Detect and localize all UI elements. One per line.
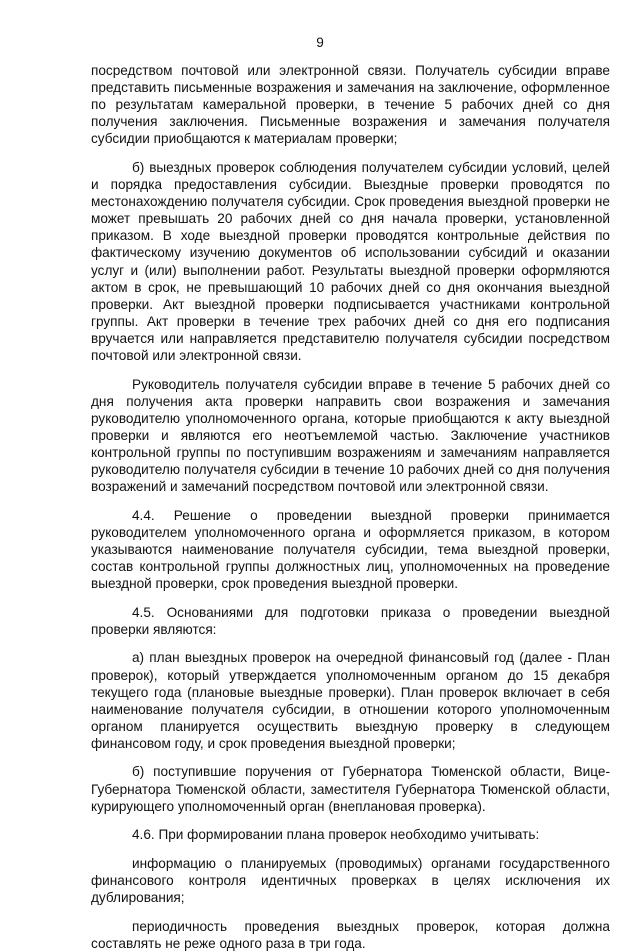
paragraph-4-4-inspection-decision: 4.4. Решение о проведении выездной проверки принимается руководителем уполномоченного органа и оформляется приказом, в котором указываются наименование получателя субсидии, тема выездной проверки, состав контрольной группы должностных лиц, уполномоченных на проведение выездной проверки, срок проведения выездной проверки. — [91, 507, 610, 592]
paragraph-recipient-objections: Руководитель получателя субсидии вправе в течение 5 рабочих дней со дня получения акта проверки направить свои возражения и замечания руководителю уполномоченного органа, которые приобщаются к акту выездной проверки и являются его неотъемлемой частью. Заключение участников контрольной группы по поступившим возражениям и замечаниям направляется руководителю получателя субсидии в течение 10 рабочих дней со дня получения возражений и замечаний посредством почтовой или электронной связи. — [91, 376, 610, 495]
paragraph-4-6-state-control-info: информацию о планируемых (проводимых) органами государственного финансового контроля идентичных проверках в целях исключения их дублирования; — [91, 855, 610, 906]
paragraph-4-5-a-inspection-plan: а) план выездных проверок на очередной финансовый год (далее - План проверок), который утверждается уполномоченным органом до 15 декабря текущего года (плановые выездные проверки). План проверок включает в себя наименование получателя субсидии, в отношении которого уполномоченным органом планируется осуществить выездную проверку в следующем финансовом году, и срок проведения выездной проверки; — [91, 650, 610, 751]
paragraph-onsite-inspections: б) выездных проверок соблюдения получателем субсидии условий, целей и порядка предоставления субсидии. Выездные проверки проводятся по местонахождению получателя субсидии. Срок проведения выездной проверки не может превышать 20 рабочих дней со дня начала проверки, установленной приказом. В ходе выездной проверки проводятся контрольные действия по фактическому изучению документов об использовании субсидий и оказании услуг и (или) выполнении работ. Результаты выездной проверки оформляются актом в срок, не превышающий 10 рабочих дней со дня окончания выездной проверки. Акт выездной проверки подписывается участниками контрольной группы. Акт проверки в течение трех рабочих дней со дня его подписания вручается или направляется представителю получателя субсидии посредством почтовой или электронной связи. — [91, 159, 610, 363]
paragraph-4-6-periodicity: периодичность проведения выездных проверок, которая должна составлять не реже одного раза в три года. — [91, 918, 610, 951]
paragraph-4-5-grounds: 4.5. Основаниями для подготовки приказа о проведении выездной проверки являются: — [91, 604, 610, 637]
paragraph-4-5-b-governor-orders: б) поступившие поручения от Губернатора Тюменской области, Вице-Губернатора Тюменской области, заместителя Губернатора Тюменской области, курирующего уполномоченный орган (внеплановая проверка). — [91, 764, 610, 814]
paragraph-4-6-plan-formation: 4.6. При формировании плана проверок необходимо учитывать: — [132, 827, 540, 843]
page-number: 9 — [316, 35, 324, 50]
document-body — [91, 62, 610, 952]
paragraph-continued-from-previous-page: посредством почтовой или электронной связи. Получатель субсидии вправе представить письменные возражения и замечания на заключение, оформленное по результатам камеральной проверки, в течение 5 рабочих дней со дня получения заключения. Письменные возражения и замечания получателя субсидии приобщаются к материалам проверки; — [91, 63, 610, 147]
